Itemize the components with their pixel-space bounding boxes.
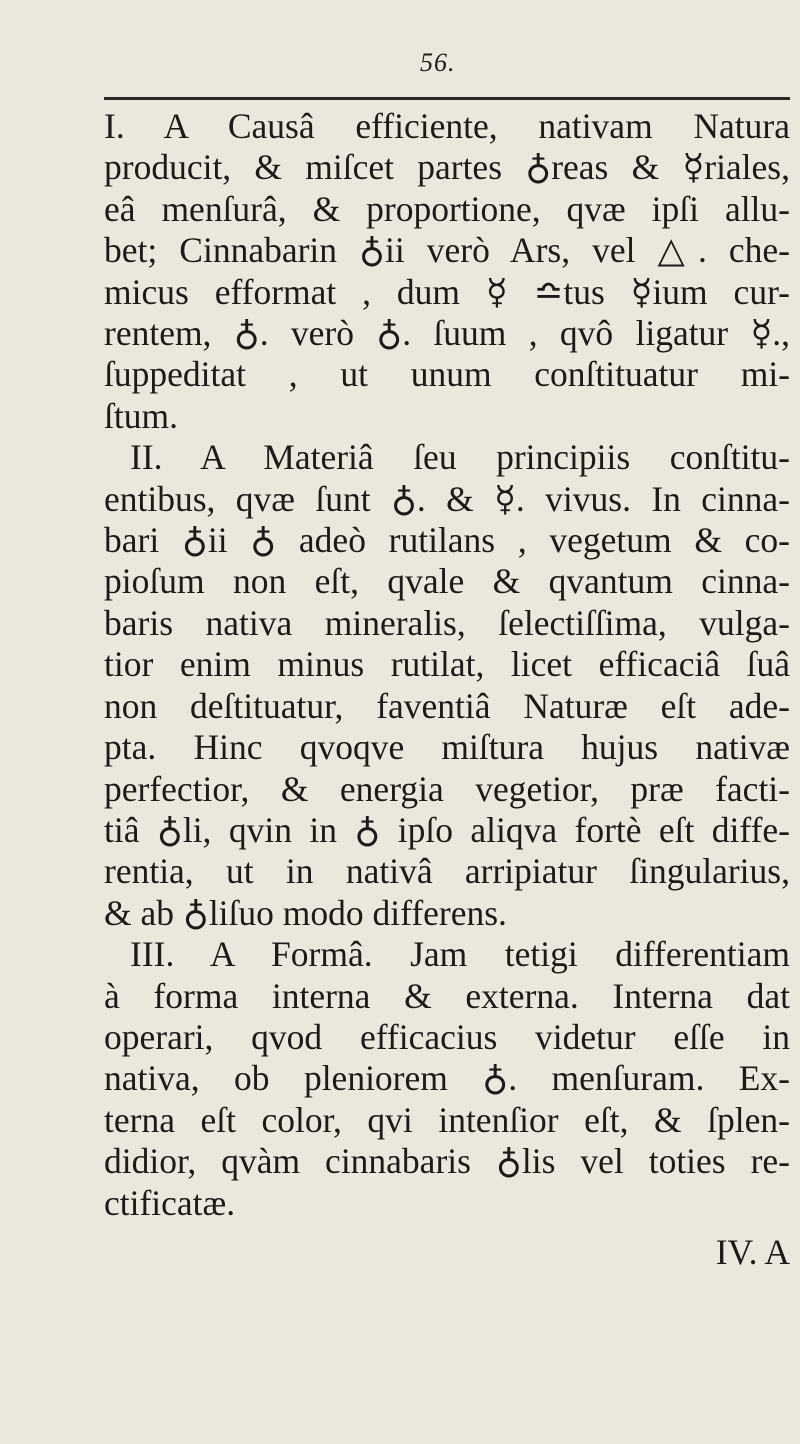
page-number: 56. bbox=[420, 48, 456, 77]
text-line: pioſum non eſt, qvale & qvantum cinna- bbox=[104, 561, 790, 602]
text-line: III. A Formâ. Jam tetigi differentiam bbox=[130, 934, 790, 975]
text-line: baris nativa mineralis, ſelectiſſima, vulga- bbox=[104, 602, 790, 643]
text-line: ſtum. bbox=[104, 395, 178, 436]
text-line: rentia, ut in nativâ arripiatur ſingularius, bbox=[104, 851, 790, 892]
text-line: nativa, ob pleniorem ♁. menſuram. Ex- bbox=[104, 1058, 790, 1099]
text-line: ctificatæ. bbox=[104, 1182, 236, 1223]
text-line: tior enim minus rutilat, licet efficaciâ ſuâ bbox=[104, 644, 790, 685]
catchword: IV. A bbox=[715, 1231, 790, 1272]
text-line: micus efformat , dum ☿ ≏tus ☿ium cur- bbox=[104, 271, 790, 312]
text-line: & ab ♁liſuo modo differens. bbox=[104, 892, 507, 933]
text-line: rentem, ♁. verò ♁. ſuum , qvô ligatur ☿., bbox=[104, 313, 790, 354]
text-line: pta. Hinc qvoqve miſtura hujus nativæ bbox=[104, 727, 790, 768]
text-line: ſuppeditat , ut unum conſtituatur mi- bbox=[104, 354, 790, 395]
text-line: non deſtituatur, faventiâ Naturæ eſt ade- bbox=[104, 685, 790, 726]
text-line: entibus, qvæ ſunt ♁. & ☿. vivus. In cinna- bbox=[104, 478, 790, 519]
text-line: tiâ ♁li, qvin in ♁ ipſo aliqva fortè eſt diffe- bbox=[104, 809, 790, 850]
text-line: didior, qvàm cinnabaris ♁lis vel toties re- bbox=[104, 1141, 790, 1182]
text-line: perfectior, & energia vegetior, præ facti- bbox=[104, 768, 790, 809]
text-line: I. A Causâ efficiente, nativam Natura bbox=[104, 106, 790, 146]
header-rule bbox=[104, 97, 790, 100]
text-line: operari, qvod efficacius videtur eſſe in bbox=[104, 1016, 790, 1057]
text-line: eâ menſurâ, & proportione, qvæ ipſi allu- bbox=[104, 188, 790, 229]
body-text bbox=[104, 106, 790, 1273]
text-line: terna eſt color, qvi intenſior eſt, & ſplen- bbox=[104, 1099, 790, 1140]
text-line: bet; Cinnabarin ♁ii verò Ars, vel △. che- bbox=[104, 230, 790, 271]
text-line: II. A Materiâ ſeu principiis conſtitu- bbox=[130, 437, 790, 478]
text-line: à forma interna & externa. Interna dat bbox=[104, 975, 790, 1016]
text-line: bari ♁ii ♁ adeò rutilans , vegetum & co- bbox=[104, 520, 790, 561]
text-line: producit, & miſcet partes ♁reas & ☿riales, bbox=[104, 147, 790, 188]
